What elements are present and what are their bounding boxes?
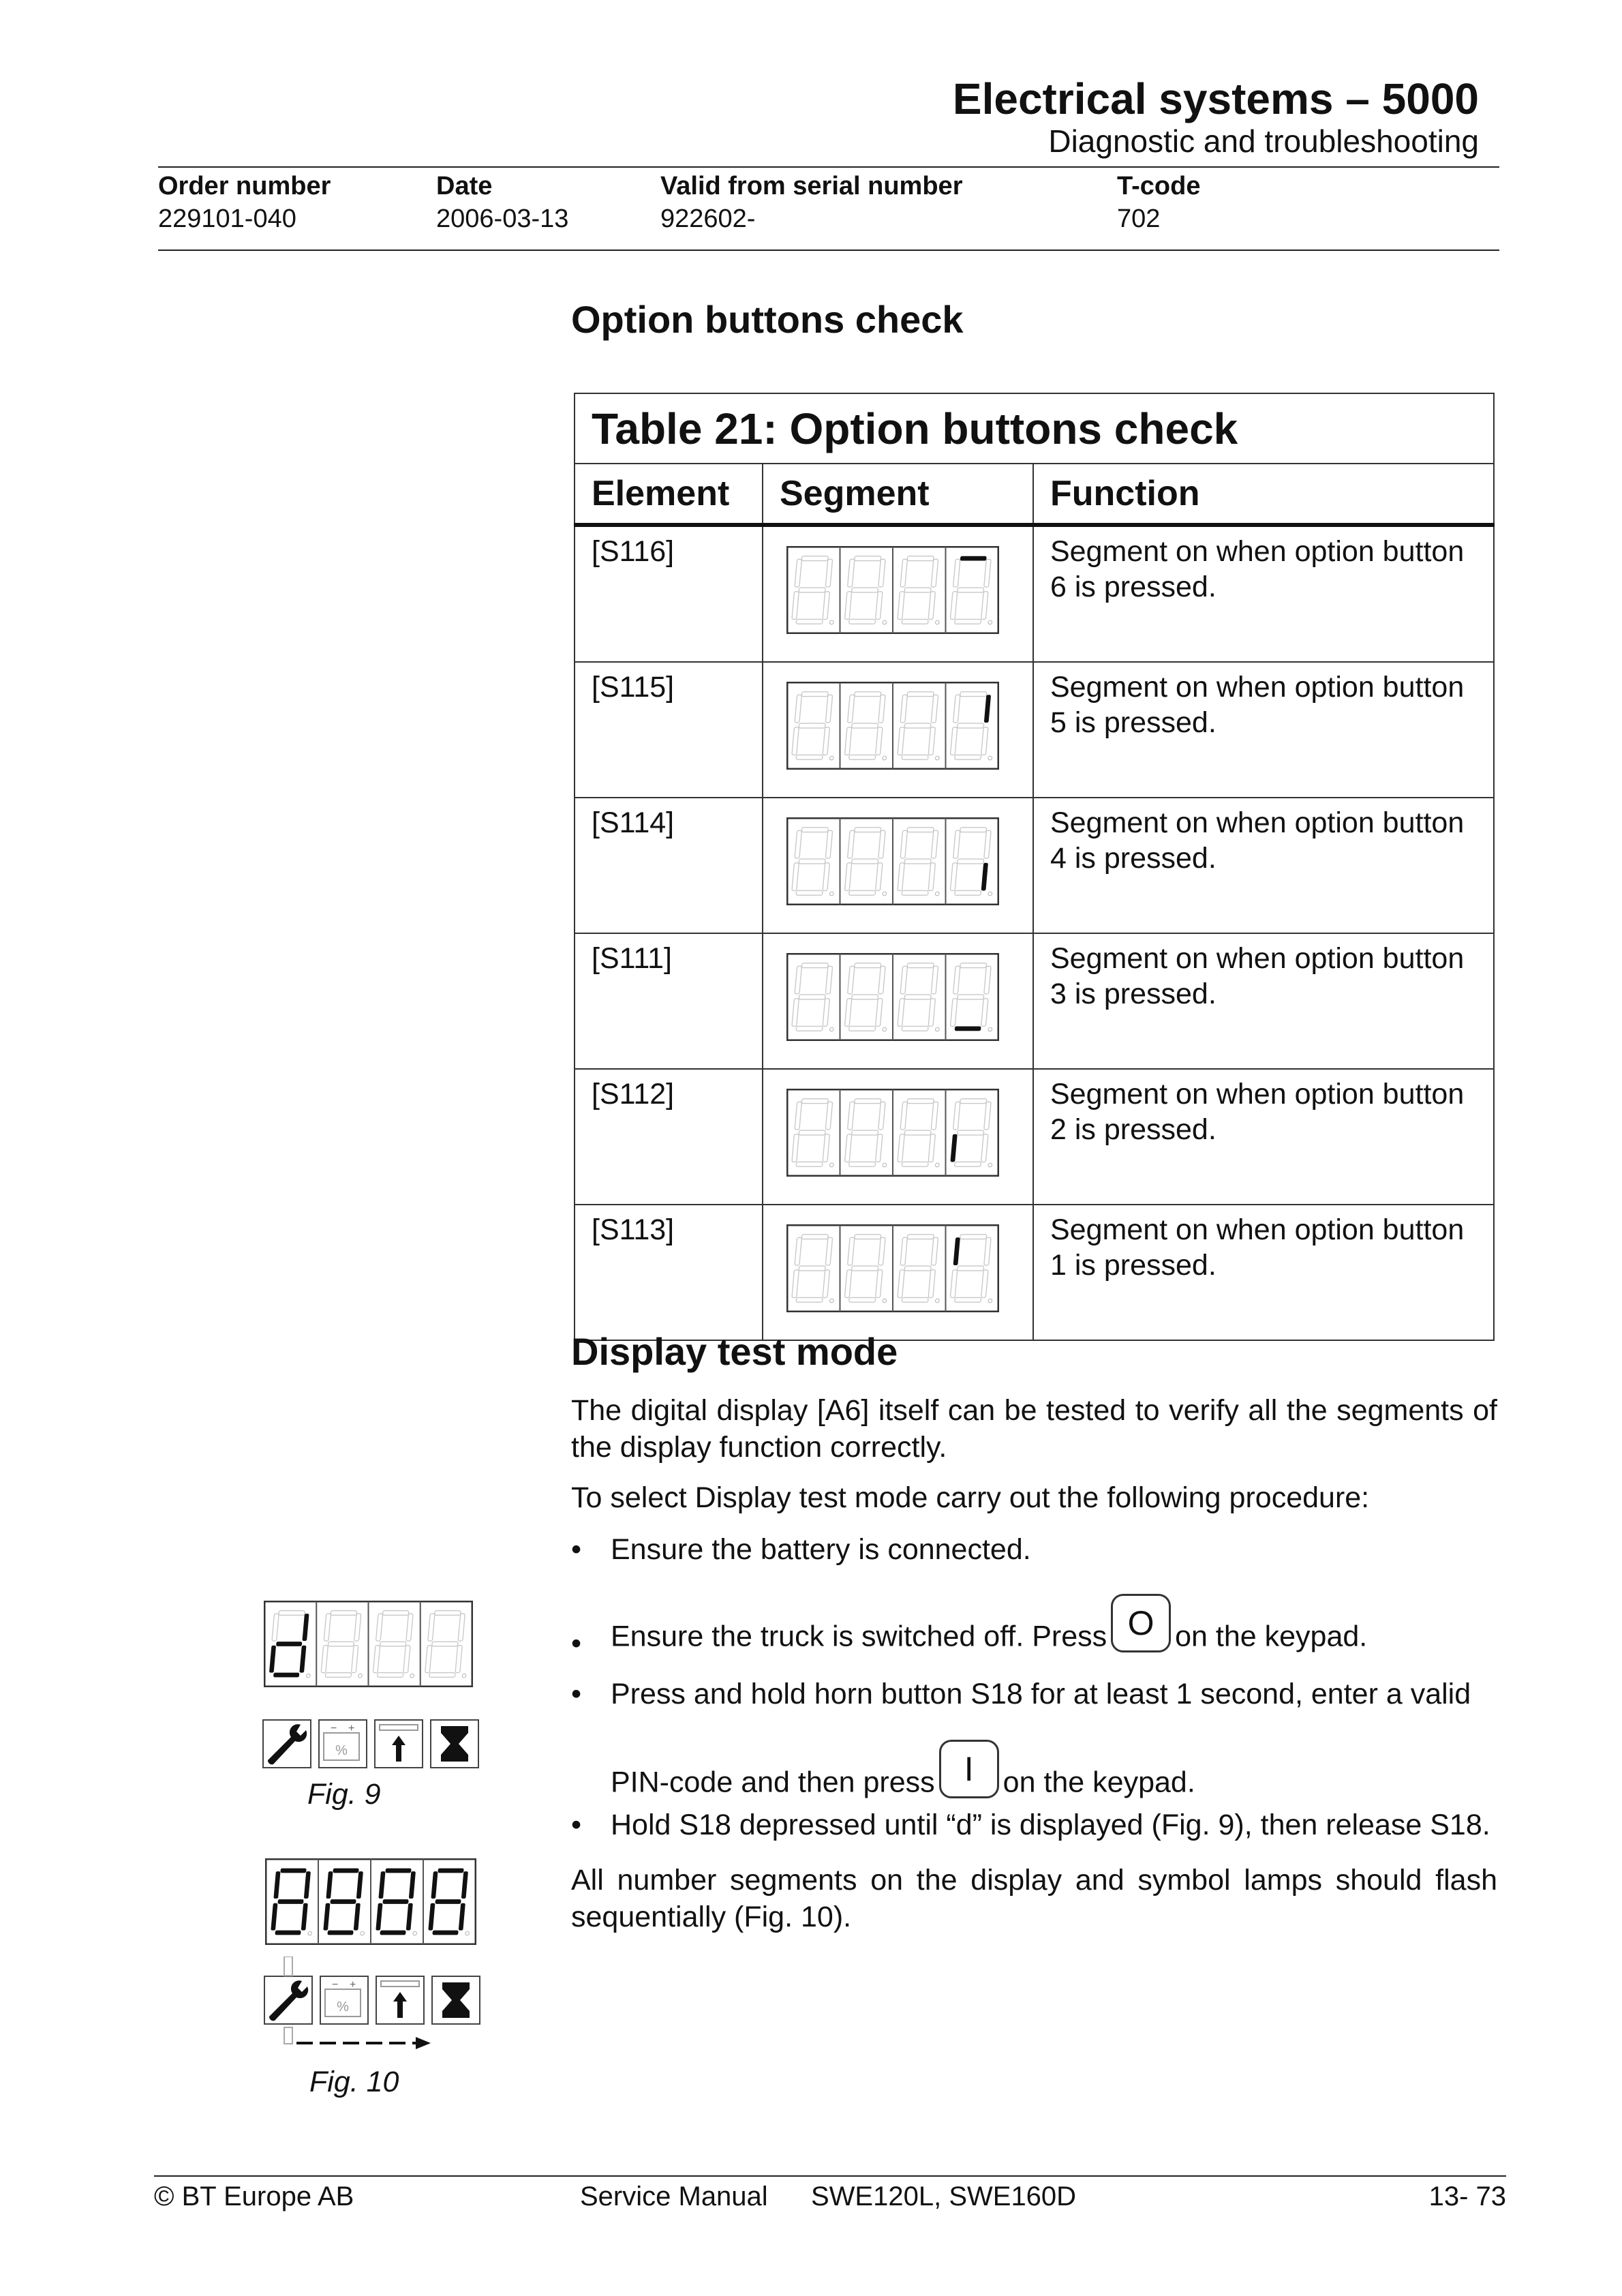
table-row (575, 662, 1494, 798)
svg-text:%: % (335, 1743, 348, 1758)
bullet-text: Ensure the truck is switched off. Press (611, 1620, 1107, 1653)
sequence-arrow-icon (279, 1957, 436, 2052)
segment-a (438, 1869, 463, 1873)
table-caption: Table 21: Option buttons check (575, 393, 1494, 464)
segment-display (786, 546, 999, 634)
column-header-segment: Segment (763, 464, 1033, 525)
element-cell: [S114] (575, 798, 763, 933)
svg-text:−: − (331, 1723, 337, 1734)
column-header-element: Element (575, 464, 763, 525)
wrench-icon (262, 1719, 311, 1768)
segment-a (960, 556, 987, 561)
function-cell: Segment on when option button 6 is pressed. (1033, 525, 1494, 662)
procedure-intro: To select Display test mode carry out the following procedure: (571, 1481, 1370, 1514)
function-cell: Segment on when option button 3 is pressed. (1033, 933, 1494, 1069)
function-cell: Segment on when option button 2 is pressed. (1033, 1069, 1494, 1205)
outro-paragraph: All number segments on the display and symbol lamps should flash sequentially (Fig. 10). (571, 1864, 1497, 1933)
segment-g (277, 1899, 303, 1904)
fig9-display (264, 1601, 473, 1687)
segment-d (273, 1673, 299, 1678)
segment-g (382, 1899, 408, 1904)
bullet-marker: • (571, 1678, 582, 1710)
serial-label: Valid from serial number (660, 172, 963, 200)
off-key-icon: O (1111, 1594, 1171, 1652)
table-row (575, 1205, 1494, 1340)
segment-g (330, 1899, 356, 1904)
document-subtitle: Diagnostic and troubleshooting (1048, 123, 1479, 159)
section-heading-display-test: Display test mode (571, 1330, 898, 1373)
bullet-marker: • (571, 1533, 582, 1566)
header-bottom-divider (158, 250, 1499, 251)
svg-text:+: + (350, 1979, 356, 1991)
document-title: Electrical systems – 5000 (952, 74, 1479, 123)
bullet-marker: • (571, 1809, 582, 1841)
column-header-function: Function (1033, 464, 1494, 525)
bullet-text: Press and hold horn button S18 for at least 1 second, enter a valid (611, 1678, 1471, 1710)
table-row (575, 525, 1494, 662)
bullet-text: on the keypad. (1175, 1620, 1368, 1653)
fig9-label: Fig. 9 (307, 1778, 381, 1811)
segment-display (786, 1089, 999, 1177)
segment-d (327, 1931, 353, 1935)
table-row (575, 933, 1494, 1069)
segment-d (275, 1931, 301, 1935)
date-label: Date (436, 172, 493, 200)
bullet-text: Hold S18 depressed until “d” is displayed (Fig. 9), then release S18. (611, 1809, 1490, 1841)
battery-icon (318, 1719, 367, 1768)
segment-g (276, 1642, 302, 1646)
segment-a (280, 1869, 306, 1873)
footer-page-number: 13- 73 (1428, 2181, 1506, 2211)
element-cell: [S116] (575, 525, 763, 662)
lift-arrow-icon (374, 1719, 423, 1768)
tcode-label: T-code (1117, 172, 1201, 200)
svg-text:%: % (337, 1999, 349, 2014)
footer-doc-type: Service Manual (580, 2181, 768, 2211)
segment-a (333, 1869, 358, 1873)
tcode-value: 702 (1117, 205, 1161, 233)
segment-cell (763, 1069, 1033, 1205)
segment-d (380, 1931, 406, 1935)
segment-display (786, 682, 999, 770)
footer-copyright: © BT Europe AB (154, 2181, 354, 2211)
fig10-display (265, 1858, 476, 1945)
section-heading-option-buttons: Option buttons check (571, 298, 964, 341)
on-key-icon: I (939, 1740, 999, 1798)
table-row (575, 798, 1494, 933)
segment-cell (763, 933, 1033, 1069)
segment-a (385, 1869, 411, 1873)
bullet-text: PIN-code and then press (611, 1766, 935, 1799)
function-cell: Segment on when option button 4 is pressed. (1033, 798, 1494, 933)
svg-text:−: − (332, 1979, 339, 1991)
element-cell: [S111] (575, 933, 763, 1069)
segment-cell (763, 525, 1033, 662)
segment-d (955, 1026, 981, 1031)
serial-value: 922602- (660, 205, 756, 233)
segment-display (786, 817, 999, 905)
fig10-label: Fig. 10 (309, 2066, 399, 2098)
segment-g (435, 1899, 461, 1904)
segment-cell (763, 662, 1033, 798)
element-cell: [S112] (575, 1069, 763, 1205)
bullet-text: Ensure the battery is connected. (611, 1533, 1031, 1566)
hourglass-icon (430, 1719, 479, 1768)
header-divider (158, 166, 1499, 168)
segment-display (786, 1224, 999, 1312)
footer-models: SWE120L, SWE160D (811, 2181, 1077, 2211)
table-row (575, 1069, 1494, 1205)
svg-text:+: + (348, 1723, 355, 1734)
bullet-marker: • (571, 1627, 582, 1660)
order-number-label: Order number (158, 172, 331, 200)
segment-d (432, 1931, 458, 1935)
element-cell: [S113] (575, 1205, 763, 1340)
date-value: 2006-03-13 (436, 205, 569, 233)
segment-cell (763, 1205, 1033, 1340)
function-cell: Segment on when option button 1 is pressed. (1033, 1205, 1494, 1340)
order-number-value: 229101-040 (158, 205, 296, 233)
hourglass-icon (431, 1976, 480, 2025)
fig9-symbol-lamps (262, 1719, 480, 1768)
element-cell: [S115] (575, 662, 763, 798)
option-buttons-table (574, 393, 1495, 1341)
bullet-text: on the keypad. (1003, 1766, 1195, 1799)
segment-cell (763, 798, 1033, 933)
intro-paragraph: The digital display [A6] itself can be tested to verify all the segments of the display function correctly. (571, 1394, 1497, 1464)
function-cell: Segment on when option button 5 is pressed. (1033, 662, 1494, 798)
segment-display (786, 953, 999, 1041)
footer-divider (154, 2175, 1506, 2177)
